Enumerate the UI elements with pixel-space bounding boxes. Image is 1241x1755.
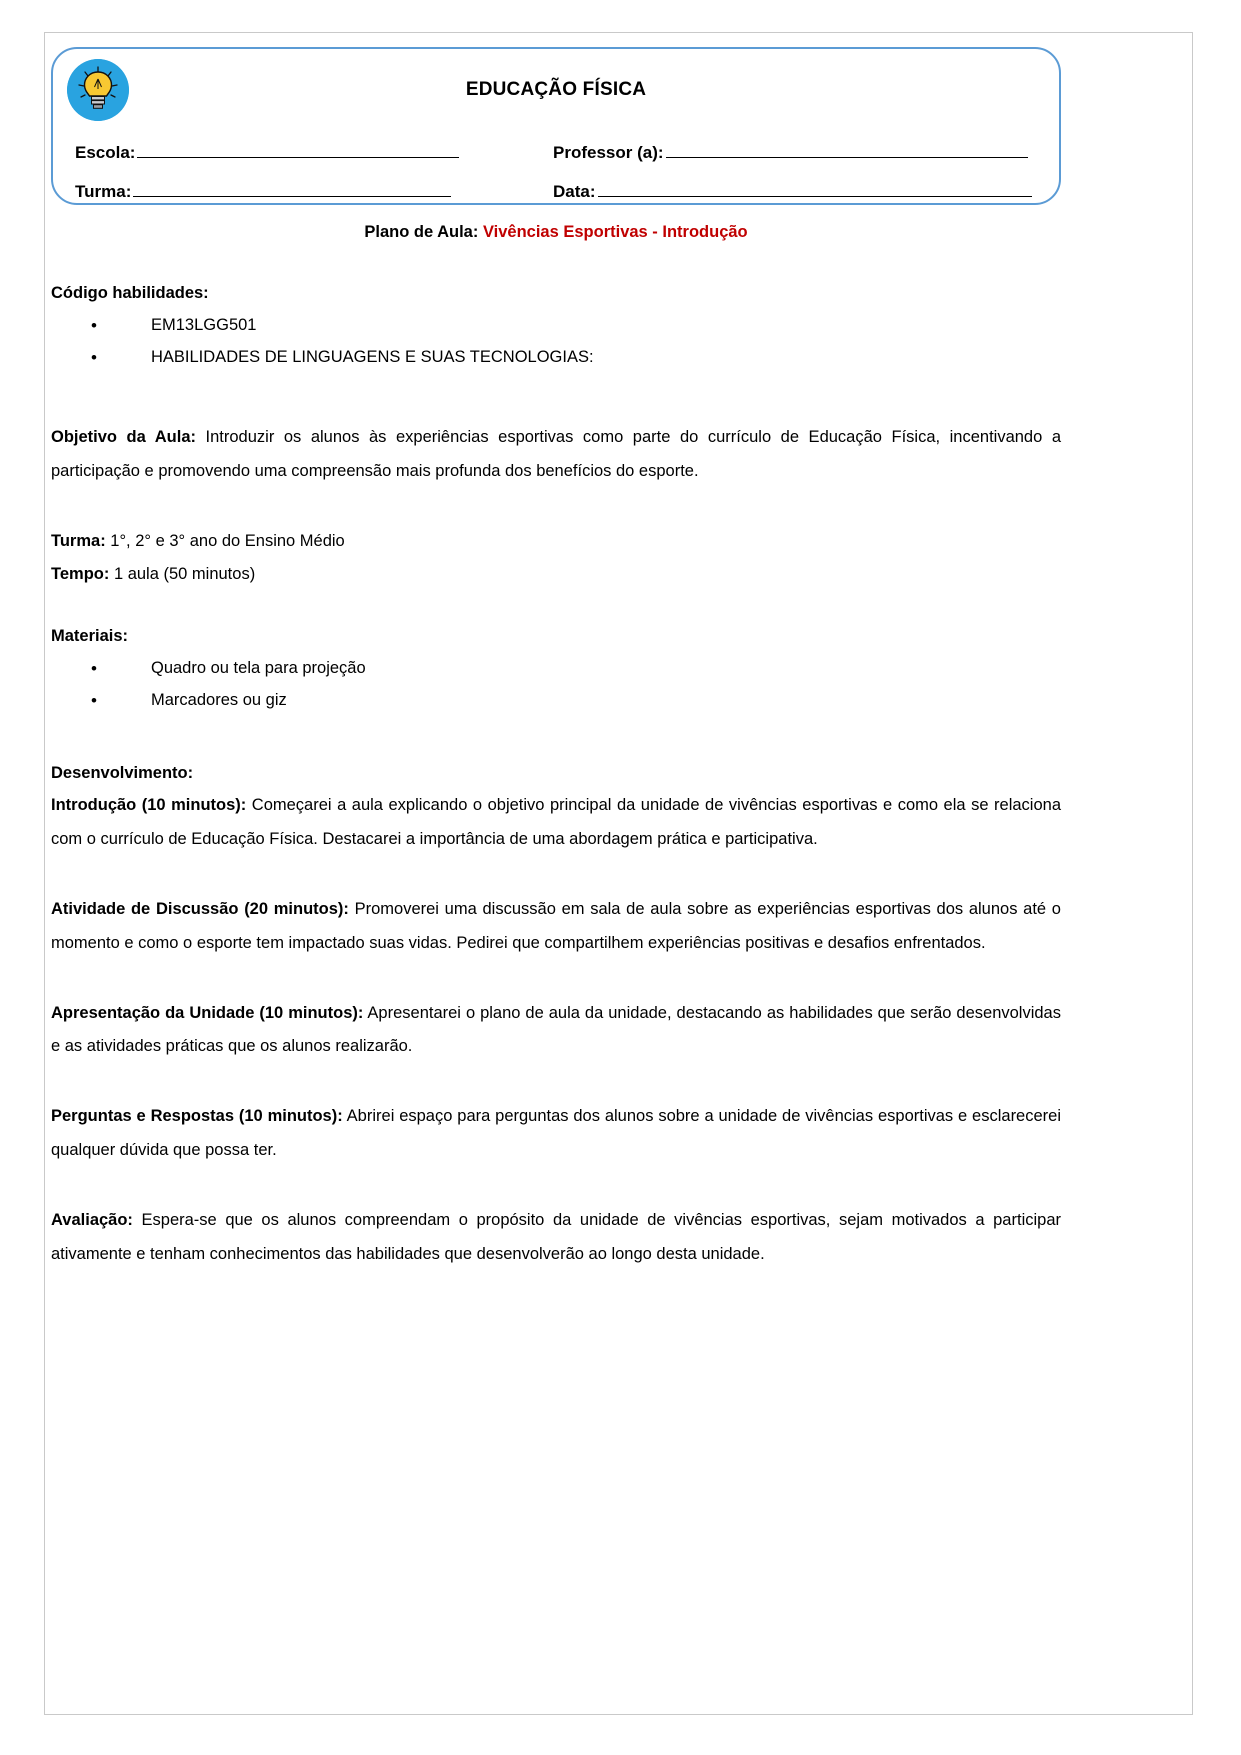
section-heading: Apresentação da Unidade (10 minutos): xyxy=(51,1003,364,1022)
skills-label: Código habilidades: xyxy=(51,284,209,302)
section-heading: Atividade de Discussão (20 minutos): xyxy=(51,899,349,918)
spacer xyxy=(51,857,1061,893)
spacer xyxy=(51,373,1061,421)
list-item: • Quadro ou tela para projeção xyxy=(51,652,1061,684)
list-item: • Marcadores ou giz xyxy=(51,684,1061,716)
spacer xyxy=(51,961,1061,997)
development-label: Desenvolvimento: xyxy=(51,764,194,783)
objective-text: Introduzir os alunos às experiências esportivas como parte do currículo de Educação Física, incentivando a participação e promovendo uma compreensão mais profunda dos benefícios do esporte. xyxy=(51,428,1061,481)
header-title: EDUCAÇÃO FÍSICA xyxy=(465,79,647,100)
tempo-label: Tempo: xyxy=(51,564,110,583)
development-section xyxy=(51,1204,1061,1272)
field-escola-label: Escola: xyxy=(75,143,136,162)
objective-paragraph xyxy=(51,421,1061,489)
skills-list xyxy=(51,309,1061,373)
field-data-input[interactable] xyxy=(598,181,1032,197)
development-block xyxy=(51,764,1061,1271)
field-turma-input[interactable] xyxy=(133,181,451,197)
development-section xyxy=(51,893,1061,961)
field-turma-label: Turma: xyxy=(75,182,132,201)
field-turma[interactable] xyxy=(75,181,451,202)
section-text: Apresentarei o plano de aula da unidade, destacando as habilidades que serão desenvolvidas e as atividades práticas que os alunos realizarão. xyxy=(51,1003,1061,1056)
turma-line xyxy=(51,525,1061,558)
development-section xyxy=(51,1100,1061,1168)
spacer xyxy=(51,1064,1061,1100)
tempo-line xyxy=(51,558,1061,591)
section-text: Abrirei espaço para perguntas dos alunos sobre a unidade de vivências esportivas e esclarecerei qualquer dúvida que possa ter. xyxy=(51,1107,1062,1159)
list-item: • HABILIDADES DE LINGUAGENS E SUAS TECNOLOGIAS: xyxy=(51,341,1061,373)
field-professor-input[interactable] xyxy=(666,142,1028,158)
spacer xyxy=(51,1168,1061,1204)
turma-label: Turma: xyxy=(51,531,106,550)
header-field-row-2 xyxy=(53,181,1059,211)
development-section xyxy=(51,997,1061,1065)
objective-label: Objetivo da Aula: xyxy=(51,428,196,447)
plan-title-prefix: Plano de Aula: xyxy=(364,223,483,241)
field-professor-label: Professor (a): xyxy=(553,143,664,162)
spacer xyxy=(51,716,1061,764)
field-professor[interactable] xyxy=(553,142,1028,163)
section-text: Começarei a aula explicando o objetivo principal da unidade de vivências esportivas e como ela se relaciona com o currículo de Educação Física. Destacarei a importância de uma abordagem prática e participativa. xyxy=(51,796,1061,849)
list-item: • EM13LGG501 xyxy=(51,309,1061,341)
field-escola[interactable] xyxy=(75,142,459,163)
section-text: Promoverei uma discussão em sala de aula sobre as experiências esportivas dos alunos até o momento e como o esporte tem impactado suas vidas. Pedirei que compartilhem experiências positivas e desafios enfrentados. xyxy=(51,899,1061,952)
spacer xyxy=(51,591,1061,627)
section-heading: Perguntas e Respostas (10 minutos): xyxy=(51,1107,343,1126)
materials-label: Materiais: xyxy=(51,626,129,645)
plan-title-highlight: Vivências Esportivas - Introdução xyxy=(482,223,748,241)
section-text: Espera-se que os alunos compreendam o propósito da unidade de vivências esportivas, sejam motivados a participar ativamente e tenham conhecimentos das habilidades que desenvolverão ao longo desta unidade. xyxy=(51,1210,1061,1263)
field-escola-input[interactable] xyxy=(137,142,459,158)
plan-title xyxy=(51,223,1061,242)
tempo-value: 1 aula (50 minutos) xyxy=(109,564,256,583)
development-section xyxy=(51,789,1061,857)
document-body xyxy=(51,223,1061,1271)
class-info-block xyxy=(51,525,1061,591)
skills-block xyxy=(51,284,1061,373)
section-heading: Introdução (10 minutos): xyxy=(51,796,247,815)
section-heading: Avaliação: xyxy=(51,1210,133,1229)
field-data[interactable] xyxy=(553,181,1032,202)
header-field-row-1 xyxy=(53,142,1059,172)
field-data-label: Data: xyxy=(553,182,596,201)
spacer xyxy=(51,489,1061,525)
materials-list xyxy=(51,652,1061,716)
document-page xyxy=(44,32,1193,1715)
materials-block xyxy=(51,627,1061,716)
header-card xyxy=(51,47,1061,205)
turma-value: 1°, 2° e 3° ano do Ensino Médio xyxy=(105,531,345,550)
